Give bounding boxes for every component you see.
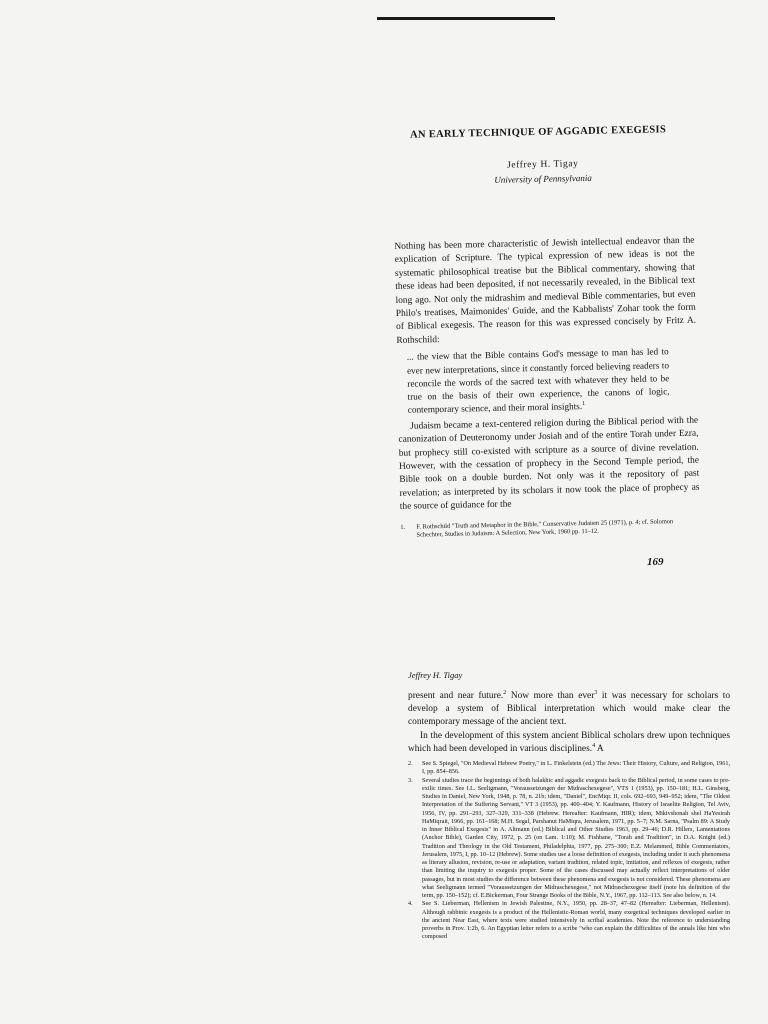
footnote-2 xyxy=(408,760,730,777)
text-run: Now more than ever xyxy=(506,691,595,701)
footnote-ref-2[interactable]: 2 xyxy=(503,689,507,696)
author-affiliation: University of Pennsylvania xyxy=(494,172,592,185)
footnote-number: 3. xyxy=(408,776,413,784)
body-text-page1 xyxy=(394,235,700,515)
paragraph-1: Nothing has been more characteristic of Jewish intellectual endeavor than the explication of Scripture. The typical expression of new ideas is not the systematic philosophical treatise but the Biblical commentary, showing that these ideas had been deposited, if not necessarily revealed, in the Biblical text long ago. Not only the midrashim and medieval Bible commentaries, but even Philo's treatises, Maimonides' Guide, and the Kabbalists' Zohar took the form of Biblical exegesis. The reason for this was expressed concisely by Fritz A. Rothschild: xyxy=(394,235,697,346)
footnote-number: 4. xyxy=(408,900,413,908)
top-rule xyxy=(377,17,555,20)
footnote-ref-3[interactable]: 3 xyxy=(594,689,598,696)
footnotes-page2 xyxy=(408,760,730,942)
text-run: it was necessary for scholars to develop a system of Biblical interpretation which would make clear the contemporary message of the ancient text. xyxy=(408,691,731,728)
footnote-number: 1. xyxy=(400,523,406,531)
block-quote-text: ... the view that the Bible contains God's message to man has led to ever new interpretations, since it constantly forced believing readers to reconcile the words of the sacred text with whatever they held to be true on the basis of their own experience, the canons of logic, contemporary science, and their moral insights. xyxy=(406,346,670,416)
body-text-page2 xyxy=(408,690,730,756)
footnote-4 xyxy=(408,900,730,941)
running-head: Jeffrey H. Tigay xyxy=(408,670,463,680)
paragraph-2: Judaism became a text-centered religion during the Biblical period with the canonization of Deuteronomy under Josiah and of the entire Torah under Ezra, but prophecy still co-existed with scripture as a source of divine revelation. However, with the cessation of prophecy in the Second Temple period, the Bible took on a double burden. Not only was it the repository of past revelation; as interpreted by its scholars it now took the place of prophecy as the source of guidance for the xyxy=(398,415,700,513)
text-run: In the development of this system ancient Biblical scholars drew upon techniques which had been developed in various disciplines. xyxy=(408,730,730,754)
footnote-3 xyxy=(408,777,730,901)
paragraph-development xyxy=(408,730,730,756)
footnote-number: 2. xyxy=(408,760,413,768)
footnote-ref-4[interactable]: 4 xyxy=(592,742,596,749)
footnote-text: See S. Lieberman, Hellenism in Jewish Palestine, N.Y., 1950, pp. 28–37, 47–82 (Hereafter: Lieberman, Hellenism). Although rabbinic exegesis is a product of the Hellenistic-Roman world, many exegetical techniques developed earlier in the ancient Near East, where texts were studied intensively in scribal academies. Note the reference to understanding proverbs in Prov. 1:2b, 6. An Egyptian letter refers to a scribe "who can explain the difficulties of the annals like him who composed xyxy=(422,900,730,941)
footnote-ref-1[interactable]: 1 xyxy=(581,401,586,408)
footnote-text: Several studies trace the beginnings of both halakhic and aggadic exegesis back to the Biblical period, in some cases to pre-exilic times. See I.L. Seeligmann, "Voraussetzungen der Midraschexegese", VTS 1 (1953), pp. 150–181; H.L. Ginsberg, Studies in Daniel, New York, 1948, p. 78, n. 21b; idem, "Daniel", EncMiqr. II, cols. 692–693, 949–952; idem, "The Oldest Interpretation of the Suffering Servant," VT 3 (1953), pp. 400–404; Y. Kaufmann, History of Israelite Religion, Tel Aviv, 1956, IV, pp. 291–293, 327–329, 331–338 (Hebrew. Hereafter: Kaufmann, HIR); idem, Mikivshonah shel HaYesirah HaMiqrait, 1966, pp. 161–168; M.H. Segal, Parshanut HaMiqra, Jerusalem, 1971, pp. 5–7; N.M. Sarna, "Psalm 89: A Study in Inner Biblical Exegesis" in A. Altmann (ed.) Biblical and Other Studies 1963, pp. 29–46; D.R. Hillers, Lamentations (Anchor Bible), Garden City, 1972, p. 25 (on Lam. 1:10); M. Fishbane, "Torah and Tradition", in D.A. Knight (ed.) Tradition and Theology in the Old Testament, Philadelphia, 1977, pp. 275–300; E.Z. Melammed, Bible Commentators, Jerusalem, 1975, I, pp. 10–12 (Hebrew). Some studies use a loose definition of exegesis, including under it such phenomena as literary allusion, revision, re-use or adaptation, variant tradition, related topic, imitation, and reflexes of exegesis, rather than limiting the inquiry to exegesis proper. Some of the cases discussed may actually reflect interpretations of older passages, but in most studies the difference between these phenomena and exegesis is not considered. These phenomena are what Seeligmann termed "Voraussetzungen der Midraschexegese," not Midraschexegese itself (note his definition of the term, pp. 150–152); cf. E.Bickerman, Four Strange Books of the Bible, N.Y., 1967, pp. 112–113. See also below, n. 14. xyxy=(422,776,730,900)
block-quote xyxy=(407,346,670,418)
text-run: A xyxy=(595,743,604,754)
paragraph-continued xyxy=(408,690,730,730)
article-title: AN EARLY TECHNIQUE OF AGGADIC EXEGESIS xyxy=(409,124,667,141)
footnote-text: F. Rothschild "Truth and Metaphor in the Bible," Conservative Judaism 25 (1971), p. 4; cf. Solomon Schechter, Studies in Judaism: A Selection, New York, 1960 pp. 11–12. xyxy=(416,517,674,539)
footnote-text: See S. Spiegel, "On Medieval Hebrew Poetry," in L. Finkelstein (ed.) The Jews: Their History, Culture, and Religion, 1961, I, pp. 854–856. xyxy=(422,760,730,776)
page-number: 169 xyxy=(647,556,664,568)
page-170 xyxy=(408,670,730,942)
text-run: present and near future. xyxy=(408,691,504,701)
footnote-1 xyxy=(400,517,700,540)
page-169 xyxy=(392,124,701,541)
author-name: Jeffrey H. Tigay xyxy=(506,159,579,171)
